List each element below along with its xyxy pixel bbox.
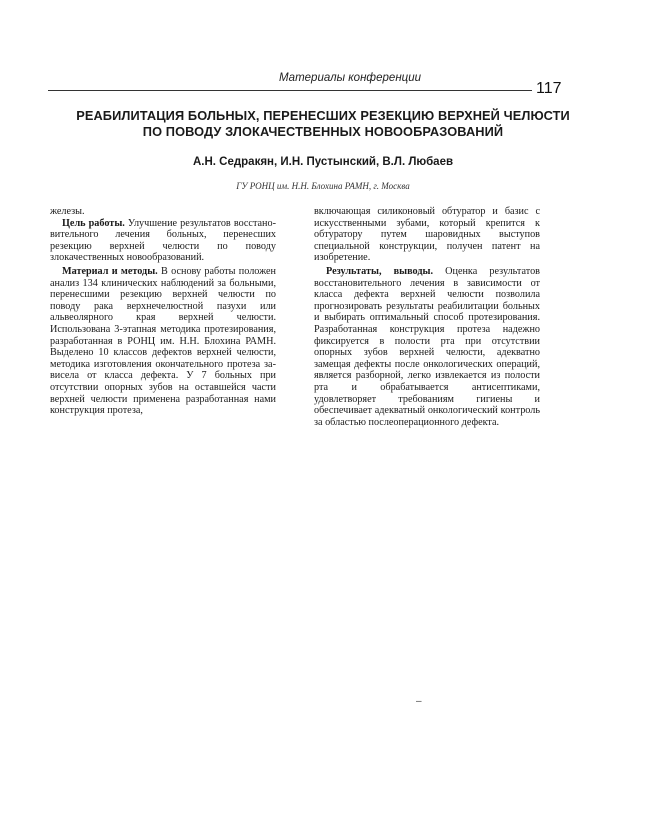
continued-text: включающая силиконовый обтуратор и базис с искусственными зубами, который крепится к обтуратору путем шаровидных выступов специальной конструкции, получен патент на изобретение.: [314, 206, 540, 264]
goal-paragraph: [50, 218, 276, 264]
left-column: [50, 206, 276, 417]
goal-text: Улучшение результатов восстановительного лечения больных, перенесших резекцию верхней челюсти по поводу злокачественных новообразований.: [50, 217, 277, 264]
article-title-line-2: ПО ПОВОДУ ЗЛОКАЧЕСТВЕННЫХ НОВООБРАЗОВАНИЙ: [142, 124, 504, 139]
page-number: 117: [536, 80, 562, 97]
methods-heading: Материал и методы.: [62, 265, 158, 277]
lead-paragraph: [50, 206, 276, 218]
article-title-line-1: РЕАБИЛИТАЦИЯ БОЛЬНЫХ, ПЕРЕНЕСШИХ РЕЗЕКЦИЮ ВЕРХНЕЙ ЧЕЛЮСТИ: [76, 108, 570, 123]
lead-text: железы.: [50, 206, 85, 217]
goal-heading: Цель работы.: [62, 217, 125, 229]
authors: А.Н. Седракян, И.Н. Пустынский, В.Л. Любаев: [192, 156, 454, 168]
results-paragraph: [314, 266, 540, 428]
article-title: [60, 108, 586, 140]
right-column: [314, 206, 540, 428]
continued-paragraph: [314, 206, 540, 264]
footer-mark: –: [416, 696, 422, 707]
header-rule: [48, 90, 532, 91]
methods-text: В основу работы положен анализ 134 клинических наблюдений за больными, перенесшими резекцию верхней челюсти по поводу рака верхнечелюстной пазухи или альвеолярного края верхней челюсти. Использована 3-этапная методика протезирования, разработанная в РОНЦ им. Н.Н. Блохина РАМН. Выделено 10 классов дефектов верхней челюсти, методика изготовления окончательного протеза зависела от класса дефекта. У 7 больных при отсутствии опорных зубов на оставшейся части верхней челюсти применена разработанная нами конструкция протеза,: [50, 265, 276, 417]
running-header: Материалы конференции: [278, 72, 422, 84]
results-heading: Результаты, выводы.: [326, 265, 433, 277]
affiliation: ГУ РОНЦ им. Н.Н. Блохина РАМН, г. Москва: [236, 181, 410, 191]
results-text: Оценка результатов восстановительного лечения в зависимости от класса дефекта верхней челюсти позволила прогнозировать результаты реабилитации больных и выбирать оптимальный способ протезирования. Разработанная конструкция протеза надежно фиксируется в полости рта при отсутствии опорных зубов верхней челюсти, адекватно замещая дефекты после онкологических операций, является разборной, легко извлекается из полости рта и обрабатывается антисептиками, удовлетворяет требованиям гигиены и обеспечивает адекватный онкологический контроль за областью послеоперационного дефекта.: [314, 265, 540, 428]
methods-paragraph: [50, 266, 276, 417]
